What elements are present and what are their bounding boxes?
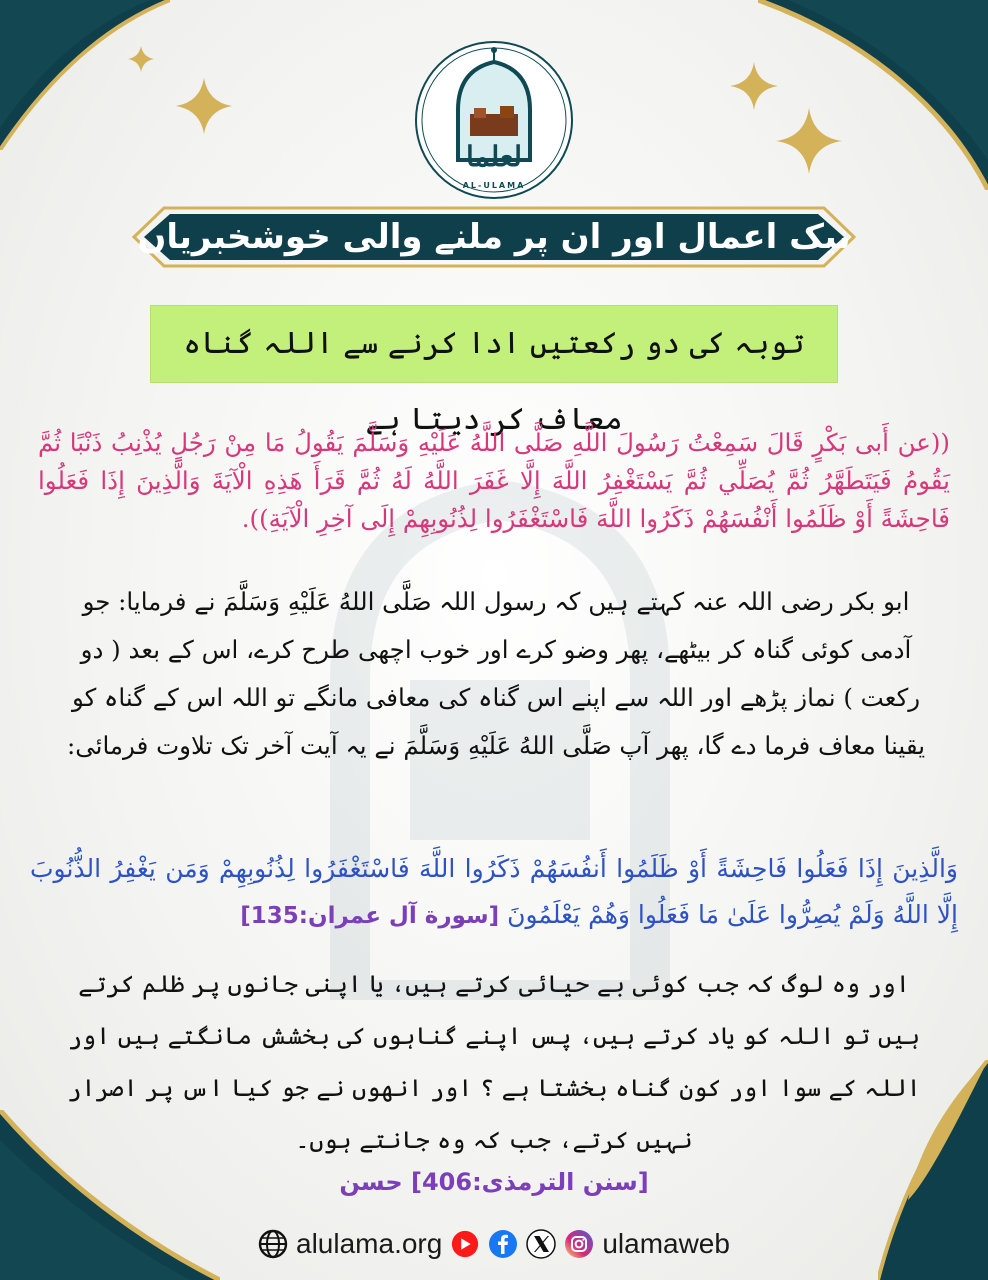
social-handle[interactable]: ulamaweb: [602, 1228, 730, 1259]
verse-urdu-translation: اور وہ لوگ کہ جب کوئی بے حیائی کرتے ہیں، یا اپنی جانوں پر ظلم کرتے ہیں تو اللہ کو یاد کرتے ہیں، پس اپنے گناہوں کی بخشش مانگتے ہیں اور اللہ کے سوا اور کون گناہ بخشتا ہے ؟ اور انھوں نے جو کیا اس پر اصرار نہیں کرتے، جب کہ وہ جانتے ہوں۔: [67, 970, 921, 1154]
hadith-urdu-translation: ابو بکر رضی اللہ عنہ کہتے ہیں کہ رسول اللہ صَلَّى اللهُ عَلَيْهِ وَسَلَّمَ نے فرمایا: جو آدمی کوئی گناہ کر بیٹھے، پھر وضو کرے اور خوب اچھی طرح کرے، اس کے بعد ( دو رکعت ) نماز پڑھے اور اللہ سے اپنے اس گناہ کی معافی مانگے تو اللہ اس کے گناہ کو یقینا معاف فرما دے گا، پھر آپ صَلَّى اللهُ عَلَيْهِ وَسَلَّمَ نے یہ آیت آخر تک تلاوت فرمائی:: [66, 587, 926, 760]
quran-verse: [30, 846, 958, 939]
sparkle-icon: [776, 108, 842, 178]
subtitle-box: [151, 306, 837, 437]
website-link[interactable]: alulama.org: [296, 1228, 443, 1259]
facebook-icon[interactable]: [488, 1229, 518, 1259]
verse-reference: [سورة آل عمران:135]: [240, 903, 500, 929]
x-icon[interactable]: [526, 1229, 556, 1259]
title-banner: [130, 202, 858, 272]
sparkle-icon: [176, 78, 232, 138]
subtitle-text: توبہ کی دو رکعتیں ادا کرنے سے اللہ گناہ معاف کر دیتا ہے: [183, 326, 805, 437]
footer: [0, 1224, 988, 1264]
hadith-arabic-text: ((عن أَبی بَكْرٍ قَالَ سَمِعْتُ رَسُولَ اللَّهِ صَلَّى اللَّهُ عَلَيْهِ وَسَلَّمَ يَقُولُ مَا مِنْ رَجُلٍ يُذْنِبُ ذَنْبًا ثُمَّ يَقُومُ فَيَتَطَهَّرُ ثُمَّ يُصَلِّي ثُمَّ يَسْتَغْفِرُ اللَّهَ إِلَّا غَفَرَ اللَّهُ لَهُ ثُمَّ قَرَأَ هَذِهِ الْآيَةَ وَالَّذِينَ إِذَا فَعَلُوا فَاحِشَةً أَوْ ظَلَمُوا أَنْفُسَهُمْ ذَكَرُوا اللَّهَ فَاسْتَغْفَرُوا لِذُنُوبِهِمْ إِلَى آخِرِ الْآيَةِ)).: [38, 428, 950, 533]
logo-latin-text: AL-ULAMA: [462, 181, 526, 190]
globe-icon[interactable]: [258, 1229, 288, 1259]
instagram-icon[interactable]: [564, 1229, 594, 1259]
sparkle-icon: [730, 62, 778, 114]
quran-verse-text: وَالَّذِينَ إِذَا فَعَلُوا فَاحِشَةً أَوْ ظَلَمُوا أَنفُسَهُمْ ذَكَرُوا اللَّهَ فَاسْتَغْفَرُوا لِذُنُوبِهِمْ وَمَن يَغْفِرُ الذُّنُوبَ إِلَّا اللَّهُ وَلَمْ يُصِرُّوا عَلَىٰ مَا فَعَلُوا وَهُمْ يَعْلَمُونَ: [30, 854, 958, 929]
sparkle-icon: [128, 46, 154, 76]
logo-arabic-text: لعلما: [465, 140, 523, 173]
al-ulama-logo: [414, 40, 574, 200]
youtube-icon[interactable]: [450, 1229, 480, 1259]
source-reference: [سنن الترمذی:406] حسن: [339, 1168, 649, 1196]
page-title: نیک اعمال اور ان پر ملنے والی خوشخبریاں: [137, 217, 851, 257]
